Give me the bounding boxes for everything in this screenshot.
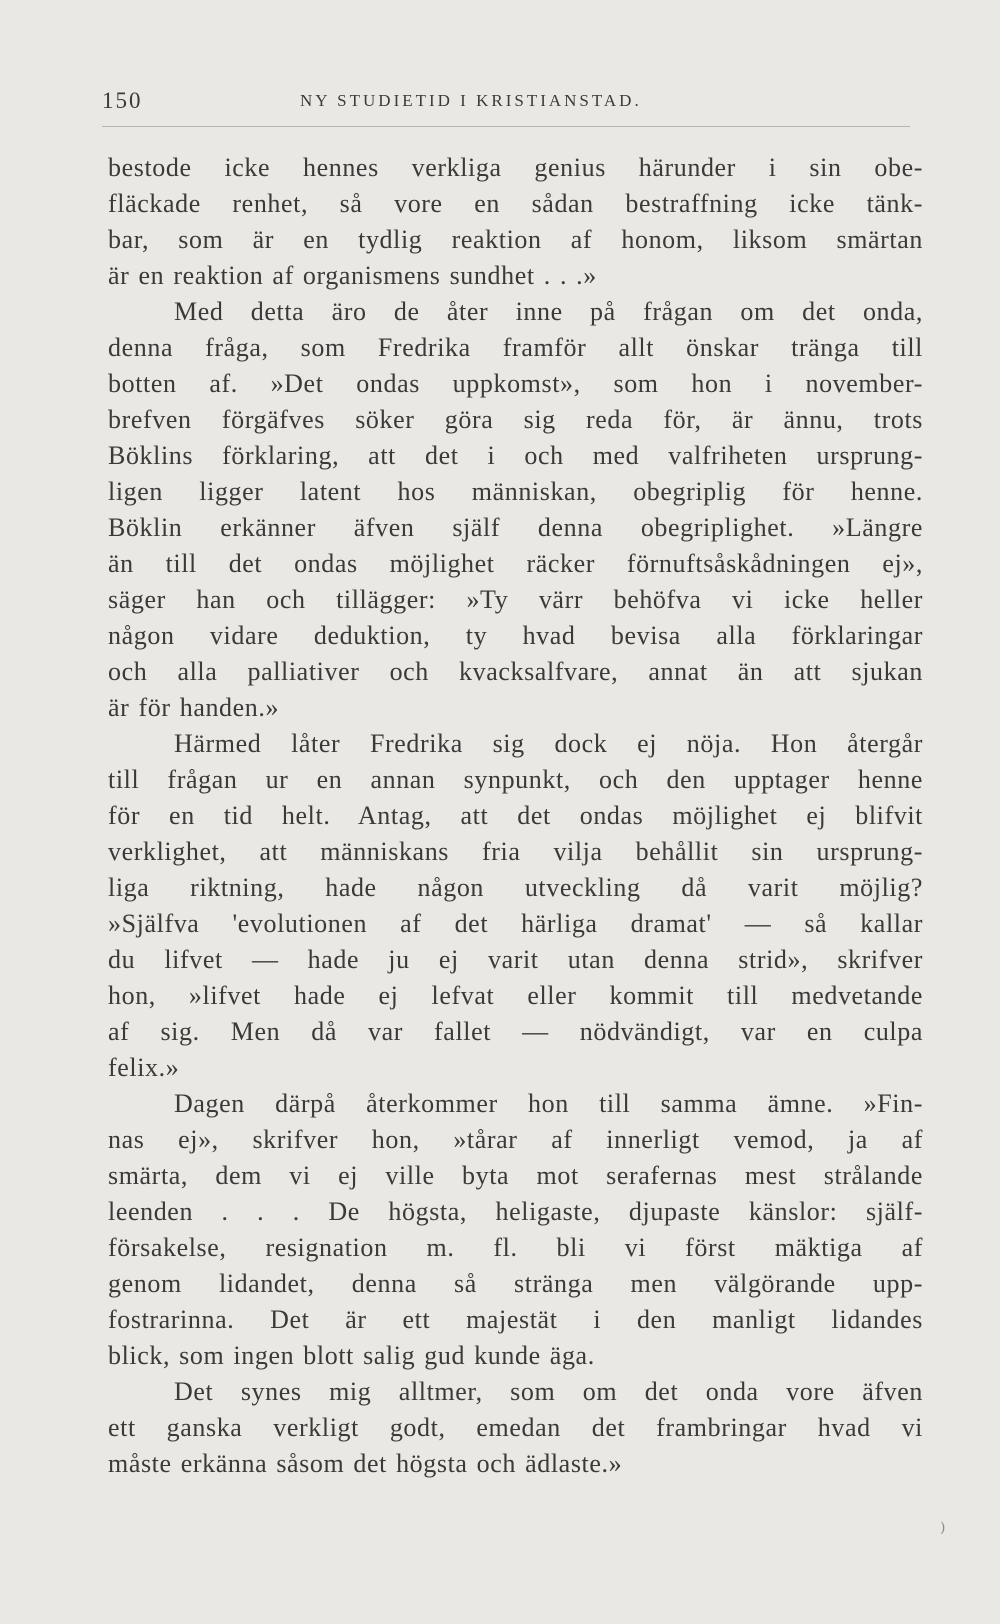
text-line: Böklins förklaring, att det i och med valfriheten ursprung-: [108, 441, 923, 470]
text-line: Det synes mig alltmer, som om det onda vore äfven: [174, 1377, 923, 1406]
text-line: nas ej», skrifver hon, »tårar af innerligt vemod, ja af: [108, 1125, 923, 1154]
text-line: ett ganska verkligt godt, emedan det frambringar hvad vi: [108, 1413, 923, 1442]
text-line: är en reaktion af organismens sundhet . . .»: [108, 261, 597, 290]
text-line: Med detta äro de åter inne på frågan om det onda,: [174, 297, 923, 326]
text-line: felix.»: [108, 1053, 180, 1082]
text-line: hon, »lifvet hade ej lefvat eller kommit till medvetande: [108, 981, 923, 1010]
text-line: försakelse, resignation m. fl. bli vi först mäktiga af: [108, 1233, 923, 1262]
text-line: säger han och tillägger: »Ty värr behöfva vi icke heller: [108, 585, 923, 614]
text-line: till frågan ur en annan synpunkt, och den upptager henne: [108, 765, 923, 794]
text-line: Böklin erkänner äfven själf denna obegriplighet. »Längre: [108, 513, 923, 542]
text-line: verklighet, att människans fria vilja behållit sin ursprung-: [108, 837, 923, 866]
text-line: är för handen.»: [108, 693, 280, 722]
text-line: brefven förgäfves söker göra sig reda för, är ännu, trots: [108, 405, 923, 434]
running-head: [102, 88, 902, 122]
text-line: och alla palliativer och kvacksalfvare, annat än att sjukan: [108, 657, 923, 686]
text-line: fläckade renhet, så vore en sådan bestraffning icke tänk-: [108, 189, 923, 218]
text-line: leenden . . . De högsta, heligaste, djupaste känslor: själf-: [108, 1197, 923, 1226]
text-line: Härmed låter Fredrika sig dock ej nöja. Hon återgår: [174, 729, 923, 758]
text-line: blick, som ingen blott salig gud kunde äga.: [108, 1341, 595, 1370]
text-line: af sig. Men då var fallet — nödvändigt, var en culpa: [108, 1017, 923, 1046]
text-line: »Själfva 'evolutionen af det härliga dramat' — så kallar: [108, 909, 923, 938]
text-line: bar, som är en tydlig reaktion af honom, liksom smärtan: [108, 225, 923, 254]
running-title: NY STUDIETID I KRISTIANSTAD.: [300, 91, 642, 110]
text-line: fostrarinna. Det är ett majestät i den manligt lidandes: [108, 1305, 923, 1334]
margin-mark: ): [940, 1520, 946, 1536]
text-line: än till det ondas möjlighet räcker förnuftsåskådningen ej»,: [108, 549, 923, 578]
text-line: denna fråga, som Fredrika framför allt önskar tränga till: [108, 333, 923, 362]
text-line: du lifvet — hade ju ej varit utan denna strid», skrifver: [108, 945, 923, 974]
text-line: ligen ligger latent hos människan, obegriplig för henne.: [108, 477, 923, 506]
text-line: liga riktning, hade någon utveckling då varit möjlig?: [108, 873, 923, 902]
text-line: någon vidare deduktion, ty hvad bevisa alla förklaringar: [108, 621, 923, 650]
text-line: Dagen därpå återkommer hon till samma ämne. »Fin-: [174, 1089, 923, 1118]
text-line: smärta, dem vi ej ville byta mot serafernas mest strålande: [108, 1161, 923, 1190]
text-line: genom lidandet, denna så stränga men välgörande upp-: [108, 1269, 923, 1298]
page-number: 150: [102, 88, 143, 113]
header-rule: [102, 126, 910, 127]
text-line: bestode icke hennes verkliga genius härunder i sin obe-: [108, 153, 923, 182]
text-line: måste erkänna såsom det högsta och ädlaste.»: [108, 1449, 623, 1478]
text-line: botten af. »Det ondas uppkomst», som hon i november-: [108, 369, 923, 398]
body-text: [108, 150, 923, 1482]
text-line: för en tid helt. Antag, att det ondas möjlighet ej blifvit: [108, 801, 923, 830]
